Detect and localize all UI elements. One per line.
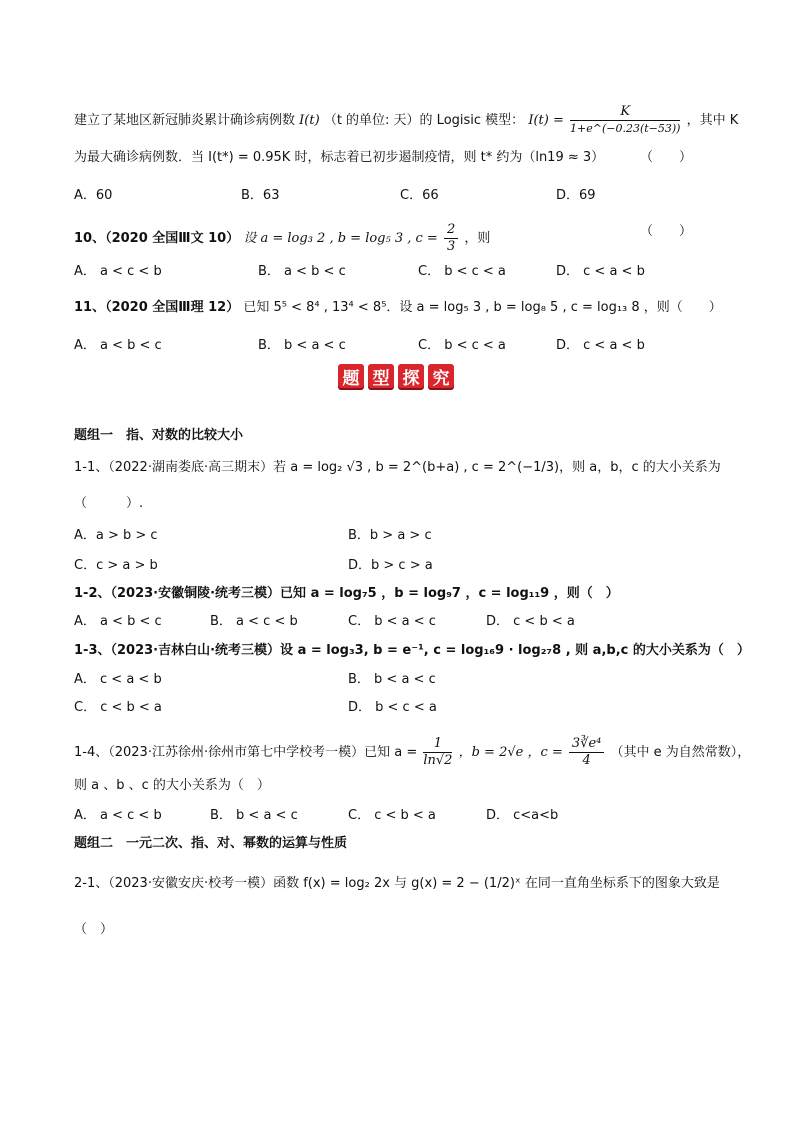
group2-title: 题组二 一元二次、指、对、幂数的运算与性质 <box>74 836 348 851</box>
q1-4-fraction-c <box>569 736 604 769</box>
q1-4-fraction-a-numerator: 1 <box>423 736 452 753</box>
q1-3-option-a[interactable]: A． c < a < b <box>74 672 162 687</box>
q9-stem-line2 <box>74 148 724 168</box>
q1-2-option-d[interactable]: D． c < b < a <box>486 614 575 629</box>
q9-option-c[interactable]: C．66 <box>400 188 439 203</box>
q1-2-option-c[interactable]: C． b < a < c <box>348 614 436 629</box>
group1-title: 题组一 指、对数的比较大小 <box>74 428 244 443</box>
q10-answer-blank: （ ） <box>640 224 693 239</box>
q9-stem-text2: 为最大确诊病例数．当 I(t*) = 0.95K 时，标志着已初步遏制疫情，则 t* 约为（ln19 ≈ 3） <box>74 150 605 165</box>
q10-option-d[interactable]: D． c < a < b <box>556 264 645 279</box>
q1-4-stem-mid: ，b = 2√e ，c = <box>458 745 563 760</box>
q10-fraction-denominator: 3 <box>446 239 456 254</box>
q1-2-stem-text: 1-2、（2023·安徽铜陵·统考三模）已知 a = log₇5 ，b = log₉7 ，c = log₁₁9 ，则（ ） <box>74 586 619 601</box>
q1-3-stem <box>74 641 750 661</box>
q1-4-option-d[interactable]: D． c<a<b <box>486 808 559 823</box>
q1-4-stem-text: 1-4、（2023·江苏徐州·徐州市第七中学校考一模）已知 a = <box>74 745 418 760</box>
banner-char-4: 究 <box>428 364 454 388</box>
q10-stem-suffix: ，则 <box>464 231 491 246</box>
q1-1-stem: 1-1、（2022·湖南娄底·高三期末）若 a = log₂ √3 , b = 2^(b+a) , c = 2^(−1/3)，则 a，b，c 的大小关系为 <box>74 460 721 475</box>
q11-source: 11、（2020 全国Ⅲ理 12） <box>74 300 240 315</box>
q11-option-a[interactable]: A． a < b < c <box>74 338 162 353</box>
q1-4-fraction-a <box>423 736 452 769</box>
q1-1-option-c[interactable]: C．c > a > b <box>74 558 158 573</box>
q11-option-b[interactable]: B． b < a < c <box>258 338 346 353</box>
q9-function: I(t) <box>299 113 320 128</box>
q2-1-stem: 2-1、（2023·安徽安庆·校考一模）函数 f(x) = log₂ 2x 与 g(x) = 2 − (1/2)ˣ 在同一直角坐标系下的图象大致是 <box>74 876 720 891</box>
q1-4-option-a[interactable]: A． a < c < b <box>74 808 162 823</box>
q1-4-option-b[interactable]: B． b < a < c <box>210 808 298 823</box>
banner-char-1: 题 <box>338 364 364 388</box>
q1-1-option-d[interactable]: D．b > c > a <box>348 558 433 573</box>
q11-option-d[interactable]: D． c < a < b <box>556 338 645 353</box>
q10-fraction <box>444 222 458 255</box>
q9-model-fraction <box>570 104 680 137</box>
q1-2-option-a[interactable]: A． a < b < c <box>74 614 162 629</box>
q9-unit-text: （t 的单位: 天）的 Logisic 模型： <box>323 113 525 128</box>
q2-1-answer-blank: （ ） <box>74 922 114 937</box>
q9-fraction-denominator: 1+e^(−0.23(t−53)) <box>570 122 681 135</box>
q10-option-a[interactable]: A． a < c < b <box>74 264 162 279</box>
q10-fraction-numerator: 2 <box>444 222 458 239</box>
section-banner <box>338 364 458 388</box>
q1-1-option-a[interactable]: A．a > b > c <box>74 528 158 543</box>
q1-3-option-b[interactable]: B． b < a < c <box>348 672 436 687</box>
q1-2-stem <box>74 584 724 604</box>
q10-source: 10、（2020 全国Ⅲ文 10） <box>74 231 240 246</box>
q1-1-option-b[interactable]: B．b > a > c <box>348 528 432 543</box>
q9-answer-blank: （ ） <box>640 150 693 165</box>
q9-option-a[interactable]: A．60 <box>74 188 113 203</box>
q11-option-c[interactable]: C． b < c < a <box>418 338 506 353</box>
q1-4-stem-line2: 则 a 、b 、c 的大小关系为（ ） <box>74 778 270 793</box>
q1-2-option-b[interactable]: B． a < c < b <box>210 614 298 629</box>
q9-stem-suffix: ，其中 K <box>686 113 739 128</box>
q10-stem-text: 设 a = log₃ 2 , b = log₅ 3 , c = <box>243 231 438 246</box>
q9-option-d[interactable]: D．69 <box>556 188 596 203</box>
q11-stem <box>74 298 724 318</box>
q9-stem-text: 建立了某地区新冠肺炎累计确诊病例数 <box>74 113 296 128</box>
q1-4-stem <box>74 736 751 769</box>
q1-4-stem-suffix: （其中 e 为自然常数）， <box>610 745 751 760</box>
q10-stem <box>74 222 724 255</box>
banner-char-3: 探 <box>398 364 424 388</box>
q9-fraction-numerator: K <box>570 104 680 121</box>
q10-option-c[interactable]: C． b < c < a <box>418 264 506 279</box>
q1-3-option-d[interactable]: D． b < c < a <box>348 700 437 715</box>
q9-option-b[interactable]: B．63 <box>241 188 280 203</box>
q9-model-lhs: I(t) = <box>528 113 564 128</box>
q1-4-fraction-c-numerator: 3∛e⁴ <box>569 736 604 753</box>
q1-4-option-c[interactable]: C． c < b < a <box>348 808 436 823</box>
q10-option-b[interactable]: B． a < b < c <box>258 264 346 279</box>
q1-4-fraction-c-denominator: 4 <box>582 753 591 768</box>
q1-3-stem-text: 1-3、（2023·吉林白山·统考三模）设 a = log₃3, b = e⁻¹, c = log₁₆9 · log₂₇8 , 则 a,b,c 的大小关系为（ ） <box>74 643 750 658</box>
q1-3-option-c[interactable]: C． c < b < a <box>74 700 162 715</box>
q9-stem-line1 <box>74 104 739 137</box>
q11-stem-text: 已知 5⁵ < 8⁴ , 13⁴ < 8⁵．设 a = log₅ 3 , b = log₈ 5 , c = log₁₃ 8 ，则（ ） <box>243 300 722 315</box>
q1-1-answer-blank: （ ）. <box>74 496 144 511</box>
banner-char-2: 型 <box>368 364 394 388</box>
q1-4-fraction-a-denominator: ln√2 <box>423 753 453 768</box>
